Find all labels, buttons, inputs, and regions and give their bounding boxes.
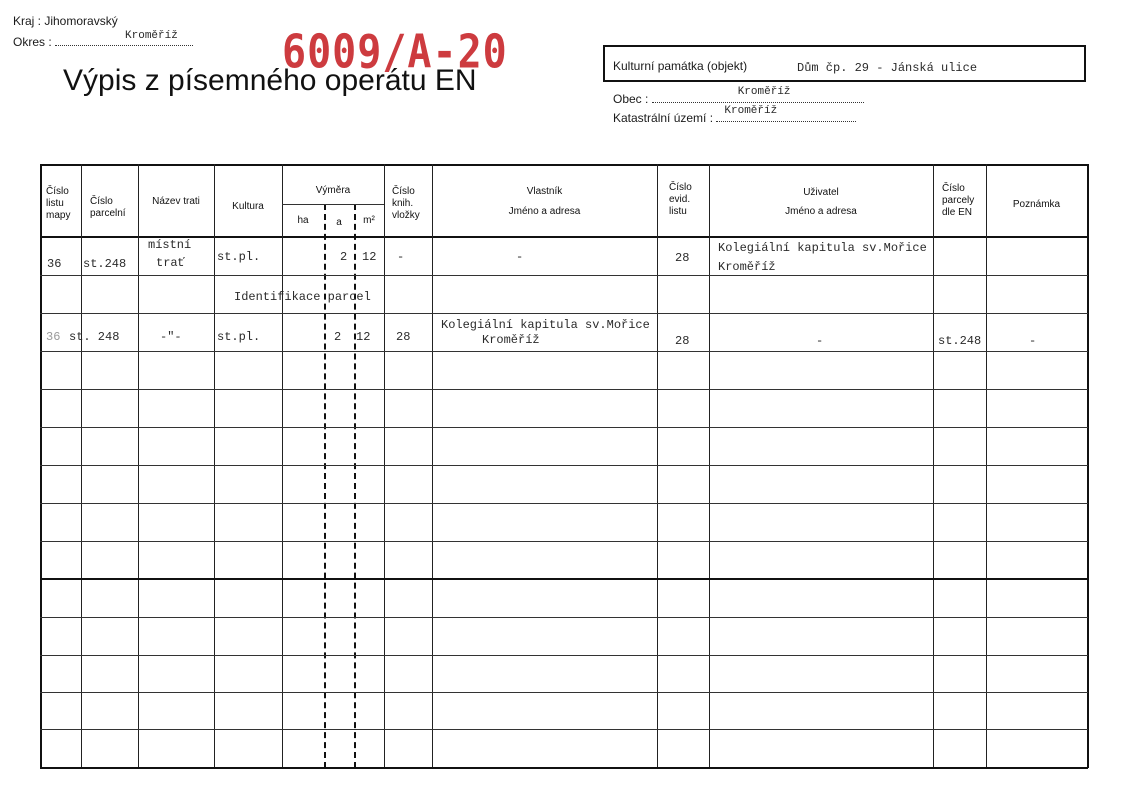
row-line [40, 313, 1088, 314]
row1-vlastnik: - [516, 250, 524, 264]
row2-parcela: st. 248 [69, 330, 120, 344]
ku-label: Katastrální území : [613, 111, 714, 125]
hdr-ha: ha [297, 215, 309, 226]
row2-vlastnik-line1: Kolegiální kapitula sv.Mořice [441, 318, 650, 332]
row-line [40, 541, 1088, 542]
table-bottom-border [40, 767, 1088, 769]
row1-a: 2 [340, 250, 348, 264]
okres-value: Kroměříž [125, 30, 178, 42]
row1-parcela: st.248 [83, 257, 127, 271]
identifikace-parcel-heading: Identifikace parcel [234, 290, 371, 304]
row1-m2: 12 [362, 250, 377, 264]
table-header-bottom [40, 236, 1088, 238]
row1-list: 36 [47, 257, 62, 271]
row2-vlastnik-line2: Kroměříž [482, 333, 540, 347]
row-line-heavy [40, 578, 1088, 580]
row1-kultura: st.pl. [217, 250, 261, 264]
row2-evid: 28 [675, 334, 690, 348]
col-sep [138, 164, 139, 768]
red-registration-stamp: 6009/A-20 [282, 26, 508, 79]
col-sep [657, 164, 658, 768]
hdr-cislo-evid-listu: Číslo evid. listu [669, 182, 692, 217]
hdr-uzivatel-sub: Jméno a adresa [785, 206, 857, 217]
row1-trat-line2: trať [156, 256, 185, 270]
col-sep [432, 164, 433, 768]
col-sep [986, 164, 987, 768]
col-sep [282, 164, 283, 768]
row1-vlozka: - [397, 250, 405, 264]
col-sep [709, 164, 710, 768]
row2-list: 36 [46, 330, 61, 344]
monument-value: Dům čp. 29 - Jánská ulice [797, 61, 978, 75]
hdr-m2: m² [363, 215, 375, 226]
row-line [40, 692, 1088, 693]
col-sep-dashed [354, 204, 356, 768]
col-sep-dashed [324, 204, 326, 768]
col-sep [933, 164, 934, 768]
row2-kultura: st.pl. [217, 330, 261, 344]
document-title: Výpis z písemného operátu EN [63, 64, 477, 97]
hdr-vlastnik: Vlastník [526, 186, 563, 197]
row2-a: 2 [334, 330, 342, 344]
hdr-nazev-trati: Název trati [152, 196, 200, 207]
row2-trat: -"- [160, 330, 182, 344]
hdr-vlastnik-sub: Jméno a adresa [508, 206, 581, 217]
table-top-border [40, 164, 1088, 166]
row2-vlozka: 28 [396, 330, 411, 344]
row2-uzivatel: - [816, 334, 824, 348]
row2-m2: 12 [356, 330, 371, 344]
table-right-border [1087, 164, 1089, 768]
row2-poznamka: - [1029, 334, 1037, 348]
row1-uzivatel-line2: Kroměříž [718, 260, 776, 274]
row1-uzivatel-line1: Kolegiální kapitula sv.Mořice [718, 241, 927, 255]
col-sep [214, 164, 215, 768]
hdr-uzivatel: Uživatel [803, 187, 839, 198]
hdr-a: a [336, 217, 342, 228]
col-sep [81, 164, 82, 768]
row-line [40, 617, 1088, 618]
row-line [40, 351, 1088, 352]
ku-value: Kroměříž [724, 105, 778, 117]
hdr-cislo-knih-vlozky: Číslo knih. vložky [392, 186, 420, 221]
hdr-kultura: Kultura [232, 201, 264, 212]
row-line [40, 729, 1088, 730]
row-line [40, 655, 1088, 656]
row-line [40, 389, 1088, 390]
kraj-label: Kraj : Jihomoravský [13, 14, 118, 28]
hdr-poznamka: Poznámka [1012, 199, 1061, 210]
row-line [40, 503, 1088, 504]
hdr-cislo-parcely-dle-en: Číslo parcely dle EN [942, 183, 975, 218]
row1-trat-line1: místní [148, 238, 192, 252]
col-sep [384, 164, 385, 768]
hdr-vymera: Výměra [315, 185, 351, 196]
hdr-cislo-listu-mapy: Číslo listu mapy [46, 186, 71, 221]
obec-value: Kroměříž [737, 86, 791, 98]
okres-label: Okres : [13, 35, 52, 49]
row2-parcela-en: st.248 [938, 334, 982, 348]
table-left-border [40, 164, 42, 768]
row-line [40, 275, 1088, 276]
row1-evid: 28 [675, 251, 690, 265]
obec-label: Obec : [613, 92, 649, 106]
vymera-sub-line [282, 204, 384, 205]
monument-label: Kulturní památka (objekt) [613, 59, 748, 73]
row-line [40, 465, 1088, 466]
hdr-cislo-parcelni: Číslo parcelní [90, 196, 126, 219]
row-line [40, 427, 1088, 428]
